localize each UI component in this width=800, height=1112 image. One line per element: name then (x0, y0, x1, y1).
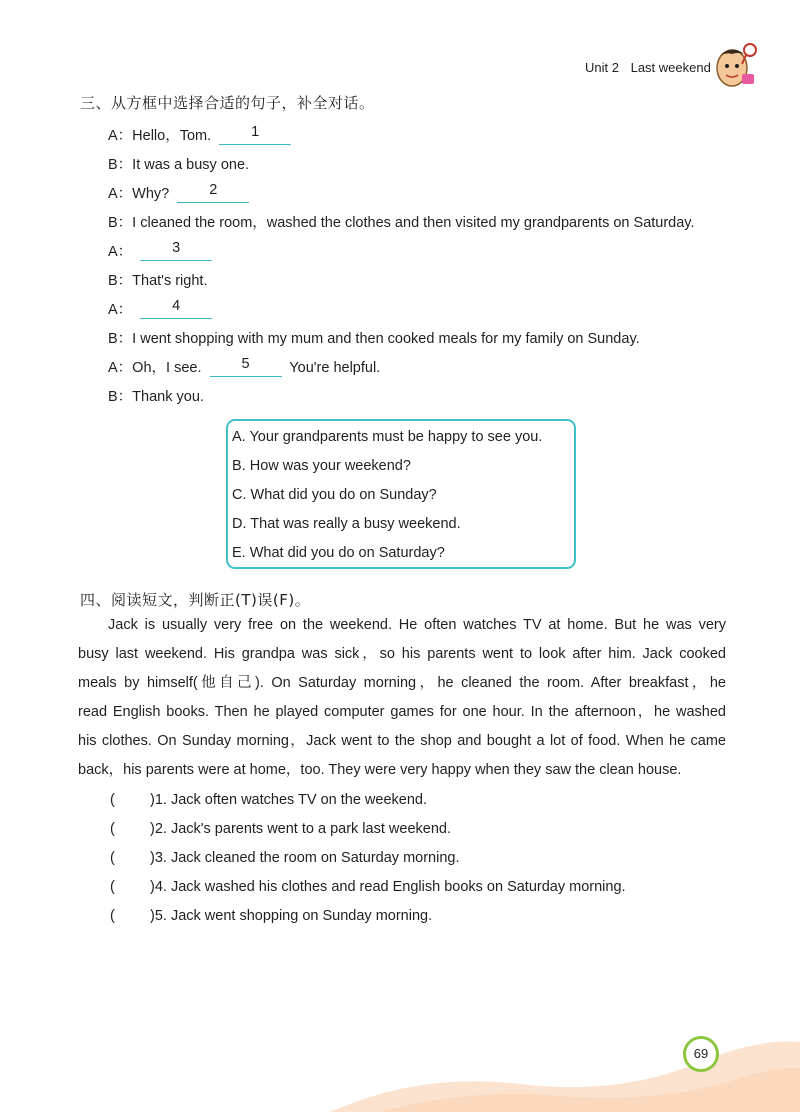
statement-text: )5. Jack went shopping on Sunday morning. (150, 908, 433, 924)
dialog-text: A： (108, 244, 133, 260)
dialog-line (108, 327, 640, 348)
unit-title: Last weekend (630, 60, 711, 75)
footer-wave-decoration (0, 992, 800, 1112)
dialog-text-after: You're helpful. (289, 360, 381, 376)
section4-title: 四、阅读短文，判断正(T)误(F)。 (80, 591, 311, 609)
judge-item[interactable] (110, 908, 432, 924)
dialog-text: B：It was a busy one. (108, 157, 250, 173)
dialog-line (108, 240, 216, 261)
answer-blank[interactable]: 4 (140, 302, 212, 319)
answer-paren[interactable]: ( (110, 879, 115, 895)
option-b: B. How was your weekend? (232, 458, 411, 474)
dialog-line (108, 385, 204, 406)
dialog-line (108, 182, 253, 203)
statement-text: )4. Jack washed his clothes and read English books on Saturday morning. (150, 879, 626, 895)
answer-blank[interactable]: 2 (177, 186, 249, 203)
statement-text: )3. Jack cleaned the room on Saturday morning. (150, 850, 460, 866)
dialog-text: B：That's right. (108, 273, 208, 289)
option-d: D. That was really a busy weekend. (232, 516, 461, 532)
section3-title: 三、从方框中选择合适的句子，补全对话。 (80, 94, 375, 112)
dialog-line (108, 211, 695, 232)
reading-passage (78, 611, 726, 785)
dialog-line (108, 356, 380, 377)
dialog-line (108, 124, 295, 145)
passage-line: Jack is usually very free on the weekend. He often watches TV at home. But he was very (108, 617, 726, 633)
passage-line: busy last weekend. His grandpa was sick，so his parents went to look after him. Jack cooked (78, 646, 726, 662)
dialog-line (108, 153, 249, 174)
dialog-text: B：I cleaned the room，washed the clothes and then visited my grandparents on Saturday. (108, 215, 695, 231)
dialog-line (108, 298, 216, 319)
dialog-text: A： (108, 302, 133, 318)
page-number: 69 (683, 1036, 719, 1072)
mascot-icon (712, 40, 760, 92)
statement-text: )2. Jack's parents went to a park last weekend. (150, 821, 451, 837)
answer-paren[interactable]: ( (110, 850, 115, 866)
dialog-line (108, 269, 207, 290)
passage-line: his clothes. On Sunday morning，Jack went to the shop and bought a lot of food. When he came (78, 733, 726, 749)
option-c: C. What did you do on Sunday? (232, 487, 437, 503)
dialog-text: A：Hello，Tom. (108, 128, 212, 144)
answer-paren[interactable]: ( (110, 908, 115, 924)
answer-blank[interactable]: 3 (140, 244, 212, 261)
dialog-text: A：Why? (108, 186, 170, 202)
answer-blank[interactable]: 5 (210, 360, 282, 377)
passage-line: back，his parents were at home，too. They were very happy when they saw the clean house. (78, 762, 682, 778)
option-a: A. Your grandparents must be happy to see you. (232, 429, 543, 445)
judge-item[interactable] (110, 792, 427, 808)
judge-item[interactable] (110, 879, 626, 895)
running-header (585, 60, 719, 75)
judge-item[interactable] (110, 821, 451, 837)
dialog-text: B：Thank you. (108, 389, 204, 405)
passage-line: meals by himself(他自己). On Saturday morning，he cleaned the room. After breakfast，he (78, 675, 726, 691)
answer-paren[interactable]: ( (110, 821, 115, 837)
answer-paren[interactable]: ( (110, 792, 115, 808)
dialog-text: B：I went shopping with my mum and then cooked meals for my family on Sunday. (108, 331, 640, 347)
dialog-text: A：Oh，I see. (108, 360, 202, 376)
passage-line: read English books. Then he played computer games for one hour. In the afternoon，he washed (78, 704, 726, 720)
judge-item[interactable] (110, 850, 460, 866)
option-e: E. What did you do on Saturday? (232, 545, 445, 561)
answer-blank[interactable]: 1 (219, 128, 291, 145)
statement-text: )1. Jack often watches TV on the weekend. (150, 792, 428, 808)
unit-label: Unit 2 (585, 60, 619, 75)
